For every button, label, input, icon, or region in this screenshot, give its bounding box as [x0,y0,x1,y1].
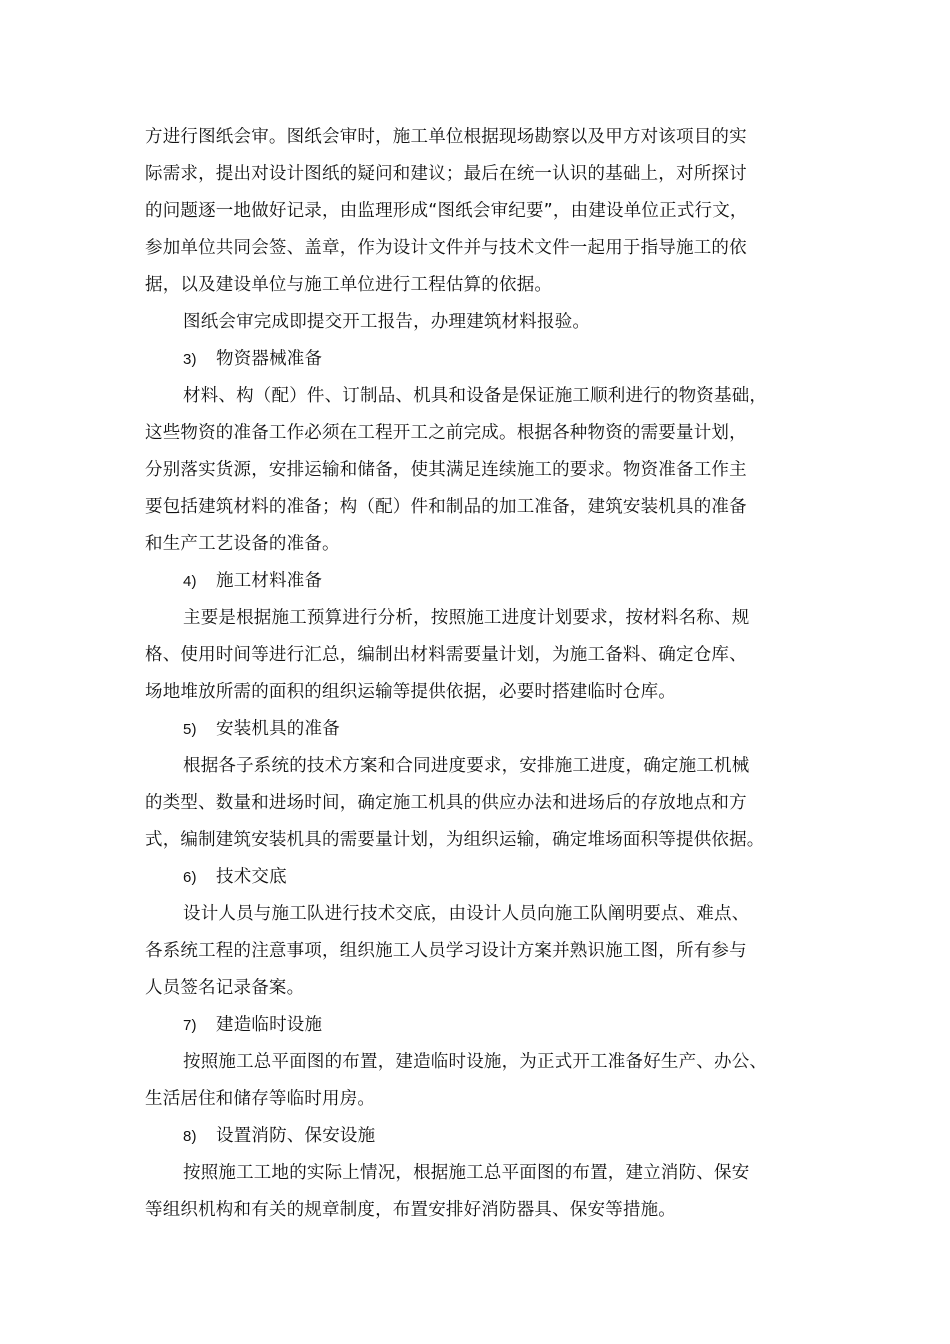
section-number: 3) [183,351,197,368]
section-title: 建造临时设施 [216,1015,323,1035]
section-number: 5) [183,721,197,738]
section-title: 施工材料准备 [216,571,323,591]
paragraph-line: 式，编制建筑安装机具的需要量计划，为组织运输，确定堆场面积等提供依据。 [145,830,765,850]
section-heading [145,711,825,748]
section-title: 设置消防、保安设施 [216,1126,376,1146]
paragraph-line: 各系统工程的注意事项，组织施工人员学习设计方案并熟识施工图，所有参与 [145,941,747,961]
section-heading [145,1118,825,1155]
paragraph-first-line: 根据各子系统的技术方案和合同进度要求，安排施工进度，确定施工机械 [183,756,750,776]
section-number: 4) [183,573,197,590]
paragraph-line: 这些物资的准备工作必须在工程开工之前完成。根据各种物资的需要量计划， [145,423,747,443]
paragraph-line: 场地堆放所需的面积的组织运输等提供依据，必要时搭建临时仓库。 [145,682,676,702]
paragraph-first-line: 设计人员与施工队进行技术交底，由设计人员向施工队阐明要点、难点、 [183,904,750,924]
paragraph-line: 生活居住和储存等临时用房。 [145,1089,376,1109]
paragraph-line: 和生产工艺设备的准备。 [145,534,340,554]
paragraph-line: 分别落实货源，安排运输和储备，使其满足连续施工的要求。物资准备工作主 [145,460,747,480]
section-number: 6) [183,869,197,886]
paragraph-first-line: 按照施工总平面图的布置，建造临时设施，为正式开工准备好生产、办公、 [183,1052,768,1072]
section-title: 技术交底 [216,867,287,887]
paragraph-line: 的问题逐一地做好记录，由监理形成“图纸会审纪要”，由建设单位正式行文， [145,201,748,221]
section-heading [145,563,825,600]
paragraph-first-line: 主要是根据施工预算进行分析，按照施工进度计划要求，按材料名称、规 [183,608,750,628]
section-number: 7) [183,1017,197,1034]
paragraph-line: 要包括建筑材料的准备；构（配）件和制品的加工准备，建筑安装机具的准备 [145,497,747,517]
paragraph-first-line: 材料、构（配）件、订制品、机具和设备是保证施工顺利进行的物资基础， [183,386,768,406]
section-heading [145,1007,825,1044]
paragraph-line: 的类型、数量和进场时间，确定施工机具的供应办法和进场后的存放地点和方 [145,793,747,813]
section-title: 安装机具的准备 [216,719,340,739]
paragraph-line: 际需求，提出对设计图纸的疑问和建议；最后在统一认识的基础上，对所探讨 [145,164,747,184]
section-heading [145,341,825,378]
paragraph-line: 人员签名记录备案。 [145,978,305,998]
paragraph-line: 等组织机构和有关的规章制度，布置安排好消防器具、保安等措施。 [145,1200,676,1220]
paragraph-line: 参加单位共同会签、盖章，作为设计文件并与技术文件一起用于指导施工的依 [145,238,747,258]
document-page [145,119,825,1229]
paragraph-line: 方进行图纸会审。图纸会审时，施工单位根据现场勘察以及甲方对该项目的实 [145,127,747,147]
paragraph-first-line: 图纸会审完成即提交开工报告，办理建筑材料报验。 [183,312,591,332]
paragraph-line: 格、使用时间等进行汇总，编制出材料需要量计划，为施工备料、确定仓库、 [145,645,747,665]
section-heading [145,859,825,896]
section-title: 物资器械准备 [216,349,323,369]
section-number: 8) [183,1128,197,1145]
paragraph-line: 据，以及建设单位与施工单位进行工程估算的依据。 [145,275,553,295]
paragraph-first-line: 按照施工工地的实际上情况，根据施工总平面图的布置，建立消防、保安 [183,1163,750,1183]
